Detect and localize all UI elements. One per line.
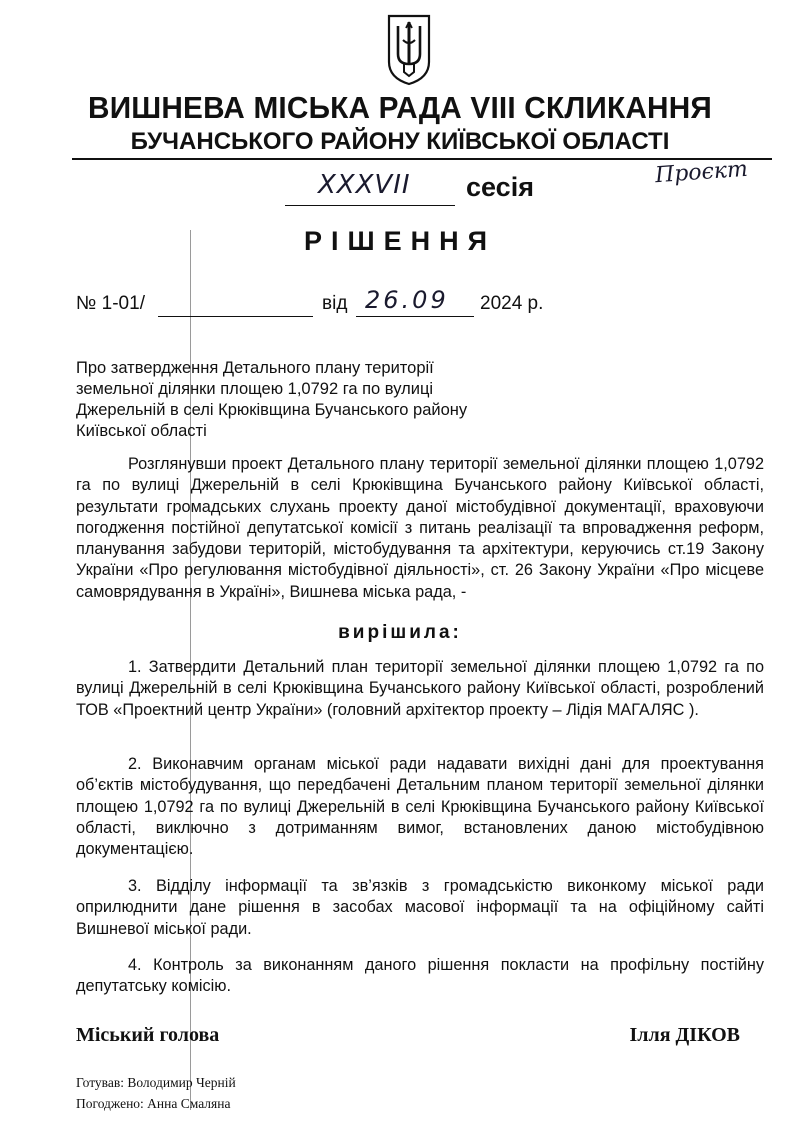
- date-handwritten: 26.09: [365, 286, 449, 314]
- session-number-line: [285, 205, 455, 206]
- subject-line: земельної ділянки площею 1,0792 га по вулиці: [76, 380, 434, 398]
- trident-emblem-icon: [386, 12, 432, 86]
- resolved-heading: вирішила:: [338, 622, 462, 643]
- header-rule: [72, 158, 772, 160]
- resolution-item-2: 2. Виконавчим органам міської ради надавати вихідні дані для проектування об’єктів містобудування, що передбачені Детальним планом території земельної ділянки площею 1,0792 га по вулиці Джерельній в селі Крюківщина Бучанського району Київської області, виключно з дотриманням вимог, встановлених даною містобудівною документацією.: [76, 755, 764, 859]
- resolution-item-1: 1. Затвердити Детальний план території земельної ділянки площею 1,0792 га по вулиці Джерельній в селі Крюківщина Бучанського району Київської області, розроблений ТОВ «Проектний центр України» (головний архітектор проекту – Лідія МАГАЛЯС ).: [76, 658, 764, 719]
- decision-title: РІШЕННЯ: [303, 226, 497, 256]
- subject-line: Київської області: [76, 422, 207, 440]
- date-prefix: від: [322, 293, 348, 314]
- date-blank: [356, 316, 474, 317]
- signatory-name: Ілля ДІКОВ: [629, 1024, 740, 1046]
- session-label: сесія: [466, 172, 534, 202]
- draft-handwritten-mark: Проєкт: [654, 156, 749, 189]
- council-title: ВИШНЕВА МІСЬКА РАДА VIII СКЛИКАННЯ: [88, 90, 712, 125]
- resolution-item-3: 3. Відділу інформації та зв’язків з громадськістю виконкому міської ради оприлюднити дане рішення в засобах масової інформації та на офіційному сайті Вишневої міської ради.: [76, 877, 764, 938]
- subject-line: Джерельній в селі Крюківщина Бучанського району: [76, 401, 468, 419]
- resolution-item-4: 4. Контроль за виконанням даного рішення покласти на профільну постійну депутатську комісію.: [76, 956, 764, 996]
- decision-number-prefix: № 1-01/: [76, 293, 145, 314]
- decision-number-blank: [158, 316, 313, 317]
- subject-line: Про затвердження Детального плану території: [76, 359, 434, 377]
- district-title: БУЧАНСЬКОГО РАЙОНУ КИЇВСЬКОЇ ОБЛАСТІ: [130, 128, 670, 155]
- decision-subject: [76, 358, 496, 442]
- signatory-position: Міський голова: [76, 1024, 220, 1046]
- preamble-paragraph: Розглянувши проект Детального плану території земельної ділянки площею 1,0792 га по вулиці Джерельній в селі Крюківщина Бучанського району Київської області, результати громадських слухань проекту даної містобудівної документації, враховуючи погодження постійної депутатської комісії з питань реалізації та впровадження реформ, планування забудови територій, містобудування та архітектури, керуючись ст.19 Закону України «Про регулювання містобудівної діяльності», ст. 26 Закону України «Про місцеве самоврядування в Україні», Вишнева міська рада, -: [76, 455, 764, 601]
- session-number-handwritten: XXXVII: [318, 170, 411, 200]
- prepared-by: Готував: Володимир Черній: [76, 1075, 236, 1090]
- agreed-by: Погоджено: Анна Смаляна: [76, 1096, 231, 1111]
- decision-year: 2024 р.: [480, 293, 544, 314]
